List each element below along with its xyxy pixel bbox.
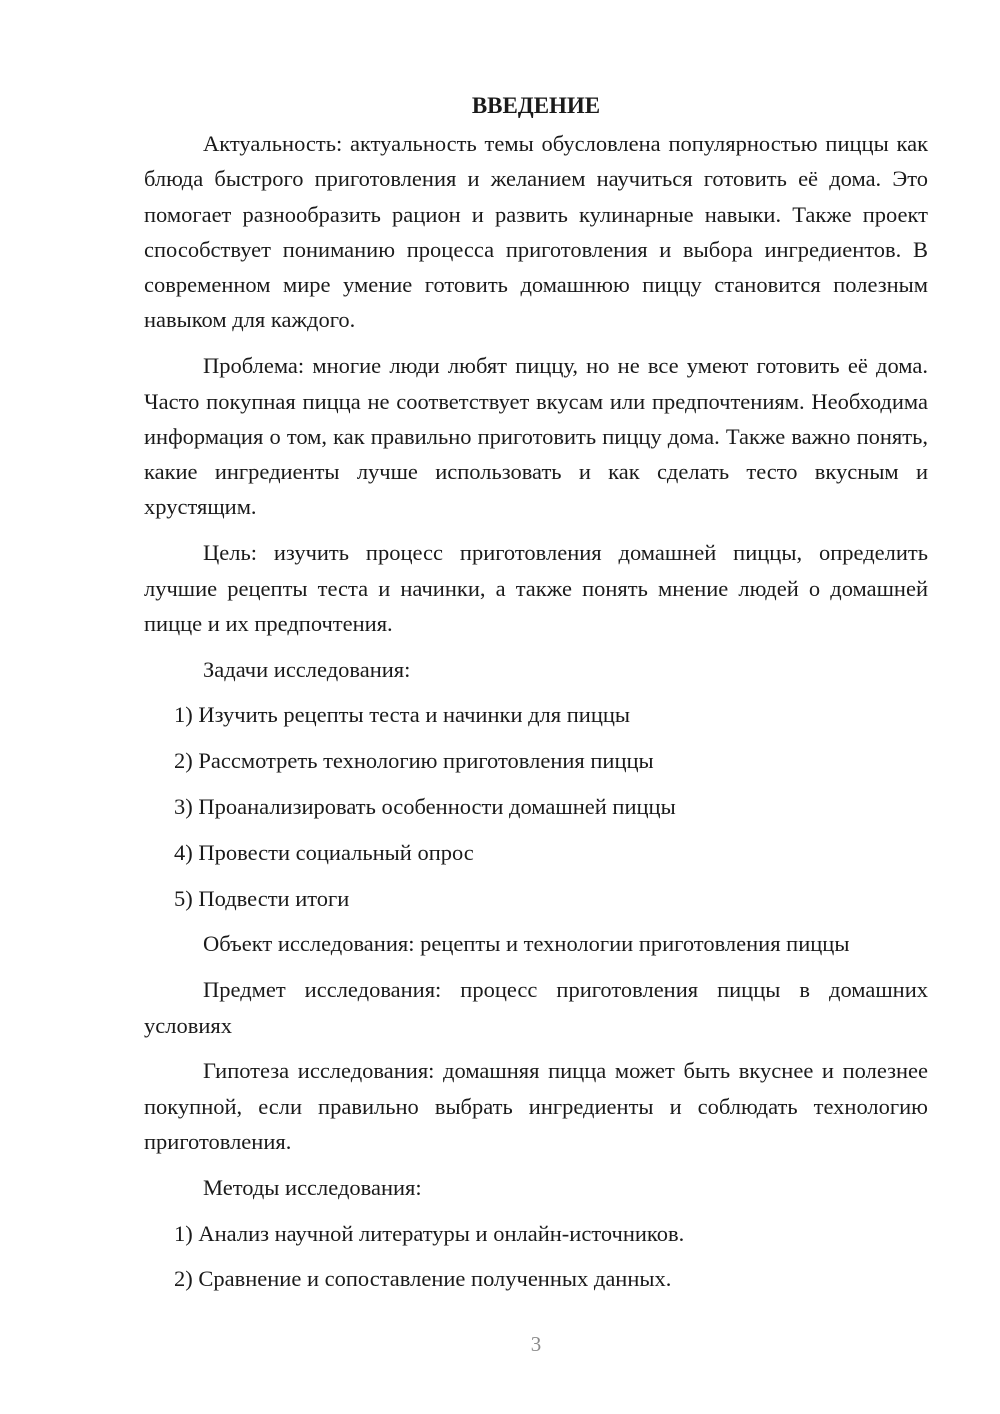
paragraph-goal: Цель: изучить процесс приготовления домашней пиццы, определить лучшие рецепты теста и начинки, а также понять мнение людей о домашней пицце и их предпочтения. (144, 540, 928, 636)
paragraph-relevance: Актуальность: актуальность темы обусловлена популярностью пиццы как блюда быстрого приготовления и желанием научиться готовить её дома. Это помогает разнообразить рацион и развить кулинарные навыки. Также проект способствует пониманию процесса приготовления и выбора ингредиентов. В современном мире умение готовить домашнюю пиццу становится полезным навыком для каждого. (144, 131, 928, 333)
tasks-list (144, 697, 928, 915)
paragraph-problem: Проблема: многие люди любят пиццу, но не все умеют готовить её дома. Часто покупная пицца не соответствует вкусам или предпочтениям. Необходима информация о том, как правильно приготовить пиццу дома. Также важно понять, какие ингредиенты лучше использовать и как сделать тесто вкусным и хрустящим. (144, 353, 928, 520)
page-title: ВВЕДЕНИЕ (471, 93, 601, 118)
paragraph-subject: Предмет исследования: процесс приготовления пиццы в домашних условиях (144, 977, 928, 1038)
document-page (144, 88, 928, 1307)
paragraph-tasks-intro: Задачи исследования: (203, 656, 411, 682)
list-item: 4) Провести социальный опрос (174, 839, 474, 865)
list-item: 2) Рассмотреть технологию приготовления пиццы (174, 748, 654, 774)
list-item: 5) Подвести итоги (174, 885, 350, 911)
list-item: 1) Анализ научной литературы и онлайн-источников. (174, 1220, 685, 1246)
list-item: 1) Изучить рецепты теста и начинки для пиццы (174, 702, 631, 728)
paragraph-methods-intro: Методы исследования: (203, 1174, 422, 1200)
paragraph-object: Объект исследования: рецепты и технологии приготовления пиццы (203, 931, 850, 957)
paragraph-hypothesis: Гипотеза исследования: домашняя пицца может быть вкуснее и полезнее покупной, если правильно выбрать ингредиенты и соблюдать технологию приготовления. (144, 1058, 928, 1154)
list-item: 2) Сравнение и сопоставление полученных данных. (174, 1266, 672, 1292)
page-number: 3 (530, 1332, 542, 1356)
methods-list (144, 1216, 928, 1297)
list-item: 3) Проанализировать особенности домашней пиццы (174, 794, 676, 820)
